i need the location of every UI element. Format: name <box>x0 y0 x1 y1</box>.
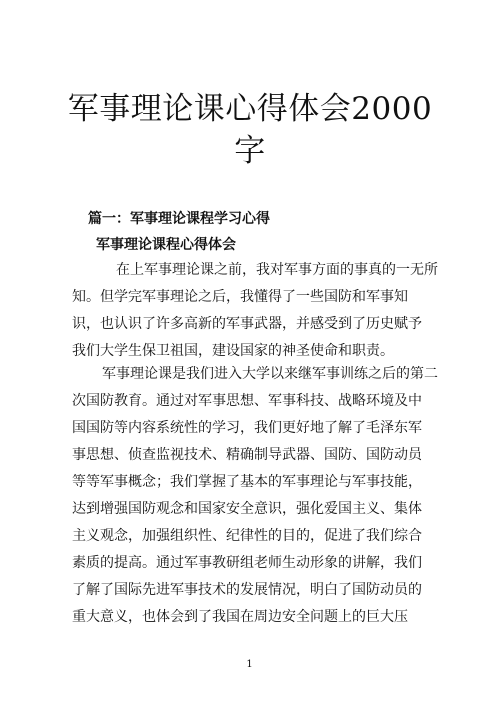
text-line: 我们大学生保卫祖国，建设国家的神圣使命和职责。 <box>72 343 394 359</box>
text-line: 重大意义，也体会到了我国在周边安全问题上的巨大压 <box>72 609 408 625</box>
text-line: 次国防教育。通过对军事思想、军事科技、战略环境及中 <box>72 393 422 409</box>
text-line: 等等军事概念；我们掌握了基本的军事理论与军事技能， <box>72 474 422 490</box>
text-line: 识，也认识了许多高新的军事武器，并感受到了历史赋予 <box>72 316 422 332</box>
text-line: 达到增强国防观念和国家安全意识，强化爱国主义、集体 <box>72 501 422 517</box>
paragraph-2 <box>72 361 438 631</box>
page-number: 1 <box>246 659 253 670</box>
text-line: 军事理论课是我们进入大学以来继军事训练之后的第二 <box>102 366 438 382</box>
text-line: 在上军事理论课之前，我对军事方面的事真的一无所 <box>116 262 438 278</box>
text-line: 知。但学完军事理论之后，我懂得了一些国防和军事知 <box>72 289 408 305</box>
text-line: 国国防等内容系统性的学习，我们更好地了解了毛泽东军 <box>72 420 422 436</box>
title-line: 字 <box>234 133 266 169</box>
document-title <box>60 88 440 172</box>
text-line: 事思想、侦查监视技术、精确制导武器、国防、国防动员 <box>72 447 422 463</box>
text-line: 主义观念，加强组织性、纪律性的目的，促进了我们综合 <box>72 528 422 544</box>
section-heading: 篇一：军事理论课程学习心得 <box>88 211 270 227</box>
section-subheading: 军事理论课程心得体会 <box>96 237 236 253</box>
text-line: 素质的提高。通过军事教研组老师生动形象的讲解，我们 <box>72 555 422 571</box>
title-line: 军事理论课心得体会2000 <box>67 91 433 127</box>
text-line: 了解了国际先进军事技术的发展情况，明白了国防动员的 <box>72 582 422 598</box>
paragraph-1 <box>72 257 438 365</box>
